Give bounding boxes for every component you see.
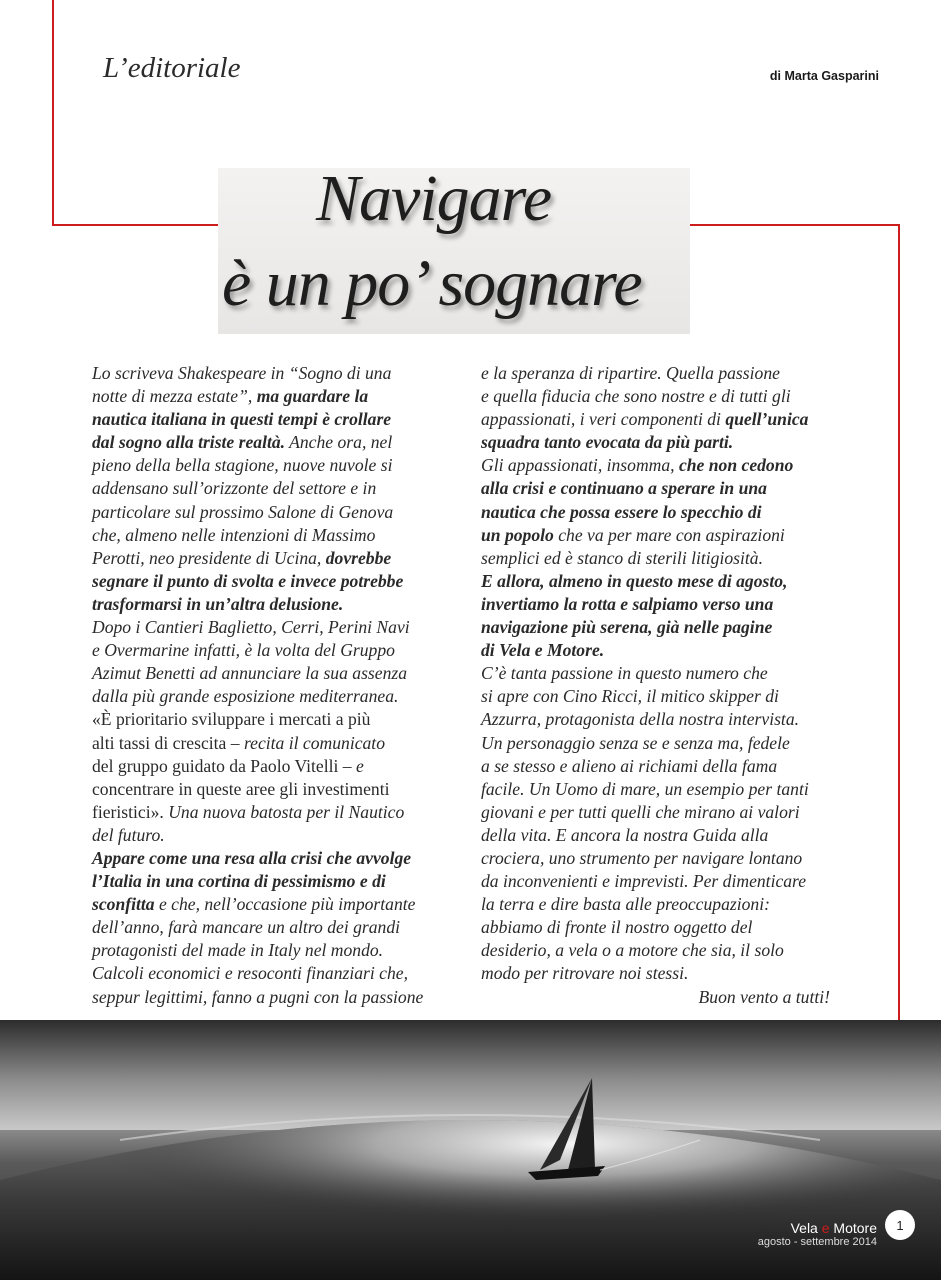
text-line xyxy=(481,732,876,755)
text-run: concentrare in queste aree gli investimenti xyxy=(92,778,390,799)
text-run: che, almeno nelle intenzioni di Massimo xyxy=(92,524,376,545)
text-run: dalla più grande esposizione mediterranea. xyxy=(92,686,399,707)
text-line xyxy=(92,408,472,431)
text-run: appassionati, i veri componenti di xyxy=(481,409,726,430)
text-line xyxy=(481,593,876,616)
author-byline xyxy=(770,69,879,83)
text-line xyxy=(92,616,472,639)
text-run: quell’unica xyxy=(725,409,809,430)
text-line xyxy=(92,962,472,985)
text-run: alti tassi di crescita xyxy=(92,732,227,753)
text-line xyxy=(481,801,876,824)
text-line xyxy=(481,501,876,524)
text-line xyxy=(481,662,876,685)
text-run: Un personaggio senza se e senza ma, fedele xyxy=(481,732,790,753)
text-run: C’è tanta passione in questo numero che xyxy=(481,663,768,684)
page-number: 1 xyxy=(885,1210,915,1240)
text-run: segnare il punto di svolta e invece potrebbe xyxy=(92,570,404,591)
article-column-right xyxy=(481,362,876,1009)
text-run: un popolo xyxy=(481,524,554,545)
text-run: protagonisti del made in Italy nel mondo. xyxy=(92,940,384,961)
text-run: modo per ritrovare noi stessi. xyxy=(481,963,689,984)
text-run: invertiamo la rotta e salpiamo verso una xyxy=(481,593,774,614)
text-line xyxy=(481,916,876,939)
text-line xyxy=(92,639,472,662)
text-run: e che, nell’occasione più importante xyxy=(154,894,416,915)
text-run: nautica che possa essere lo specchio di xyxy=(481,501,762,522)
text-run: e Overmarine infatti, è la volta del Gruppo xyxy=(92,640,395,661)
text-run: E allora, almeno in questo mese di agosto, xyxy=(481,570,788,591)
text-line xyxy=(92,685,472,708)
text-line xyxy=(92,732,472,755)
text-line xyxy=(92,916,472,939)
text-run: seppur legittimi, fanno a pugni con la passione xyxy=(92,986,424,1007)
text-run: notte di mezza estate”, xyxy=(92,386,257,407)
text-run: Appare come una resa alla crisi che avvolge xyxy=(92,847,412,868)
text-run: Anche ora, nel xyxy=(285,432,393,453)
text-line xyxy=(481,939,876,962)
text-line xyxy=(481,362,876,385)
text-run: Lo scriveva Shakespeare in “Sogno di una xyxy=(92,363,392,383)
text-line xyxy=(481,847,876,870)
text-run: alla crisi e continuano a sperare in una xyxy=(481,478,767,499)
text-line xyxy=(92,824,472,847)
magazine-brand xyxy=(758,1220,877,1249)
text-run: dal sogno alla triste realtà. xyxy=(92,432,286,453)
text-line xyxy=(481,824,876,847)
text-line xyxy=(481,639,876,662)
text-line xyxy=(481,778,876,801)
text-run: l’Italia in una cortina di pessimismo e di xyxy=(92,871,386,892)
text-line xyxy=(481,616,876,639)
brand-name xyxy=(758,1220,877,1236)
text-run: «È prioritario sviluppare i mercati a più xyxy=(92,709,371,730)
brand-word-3: Motore xyxy=(829,1220,877,1236)
text-run: Perotti, neo presidente di Ucina, xyxy=(92,547,326,568)
text-line xyxy=(481,570,876,593)
text-run: Azimut Benetti ad annunciare la sua assenza xyxy=(92,663,408,684)
text-run: Dopo i Cantieri Baglietto, Cerri, Perini Navi xyxy=(92,617,410,638)
text-run: Azzurra, protagonista della nostra intervista. xyxy=(481,709,800,730)
text-line xyxy=(92,501,472,524)
text-run: e la speranza di ripartire. Quella passione xyxy=(481,363,780,383)
text-run: la terra e dire basta alle preoccupazioni: xyxy=(481,894,770,915)
text-run: giovani e per tutti quelli che mirano ai valori xyxy=(481,801,800,822)
text-run: dell’anno, farà mancare un altro dei grandi xyxy=(92,917,401,938)
text-line xyxy=(481,708,876,731)
text-run: di Vela e Motore. xyxy=(481,640,605,661)
text-line xyxy=(92,939,472,962)
author-prefix: di Marta xyxy=(769,69,822,83)
red-frame-left-vertical xyxy=(52,0,54,226)
text-run: trasformarsi in un’altra delusione. xyxy=(92,593,344,614)
signoff: Buon vento a tutti! xyxy=(698,986,830,1007)
text-line xyxy=(92,778,472,801)
text-line xyxy=(92,593,472,616)
text-line xyxy=(92,570,472,593)
text-run: pieno della bella stagione, nuove nuvole si xyxy=(92,455,393,476)
text-run: ma guardare la xyxy=(256,386,369,407)
text-line xyxy=(481,755,876,778)
text-run: che va per mare con aspirazioni xyxy=(553,524,785,545)
text-run: – e xyxy=(338,755,364,776)
text-run: addensano sull’orizzonte del settore e in xyxy=(92,478,377,499)
text-line xyxy=(481,408,876,431)
text-line xyxy=(481,524,876,547)
text-line xyxy=(481,385,876,408)
text-line xyxy=(92,662,472,685)
text-line xyxy=(92,385,472,408)
text-line xyxy=(481,685,876,708)
text-line xyxy=(92,454,472,477)
text-run: sconfitta xyxy=(92,894,155,915)
text-run: nautica italiana in questi tempi è crollare xyxy=(92,409,392,430)
text-run: si apre con Cino Ricci, il mitico skipper di xyxy=(481,686,779,707)
text-line xyxy=(92,477,472,500)
text-run: Calcoli economici e resoconti finanziari che, xyxy=(92,963,408,984)
text-line xyxy=(481,477,876,500)
text-line xyxy=(92,801,472,824)
text-line xyxy=(92,986,472,1009)
article-column-left xyxy=(92,362,472,1009)
text-line xyxy=(481,893,876,916)
text-run: desiderio, a vela o a motore che sia, il solo xyxy=(481,940,784,961)
text-run: della vita. E ancora la nostra Guida alla xyxy=(481,824,769,845)
text-line xyxy=(92,431,472,454)
text-line xyxy=(92,708,472,731)
author-name: Gasparini xyxy=(821,69,879,83)
text-run: facile. Un Uomo di mare, un esempio per tanti xyxy=(481,778,809,799)
text-line xyxy=(481,454,876,477)
text-run: abbiamo di fronte il nostro oggetto del xyxy=(481,917,753,938)
text-run: particolare sul prossimo Salone di Genova xyxy=(92,501,394,522)
text-run: dovrebbe xyxy=(325,547,392,568)
text-run: da inconvenienti e imprevisti. Per dimenticare xyxy=(481,871,807,892)
text-line xyxy=(92,362,472,385)
section-label: L’editoriale xyxy=(103,52,241,84)
text-run: crociera, uno strumento per navigare lontano xyxy=(481,847,803,868)
text-line xyxy=(92,893,472,916)
text-line xyxy=(481,547,876,570)
text-line xyxy=(481,870,876,893)
text-run: squadra tanto evocata da più parti. xyxy=(481,432,734,453)
text-line xyxy=(92,870,472,893)
text-run: fieristici». xyxy=(92,801,164,822)
headline-line-1: Navigare xyxy=(316,162,552,235)
text-line xyxy=(481,962,876,985)
text-run: a se stesso e alieno ai richiami della fama xyxy=(481,755,778,776)
brand-word-1: Vela xyxy=(790,1220,822,1236)
text-run: navigazione più serena, già nelle pagine xyxy=(481,617,773,638)
text-run: Gli appassionati, insomma, xyxy=(481,455,679,476)
text-run: del gruppo guidato da Paolo Vitelli xyxy=(92,755,339,776)
text-line xyxy=(92,524,472,547)
text-line xyxy=(92,847,472,870)
text-line xyxy=(481,431,876,454)
text-run: semplici ed è stanco di sterili litigiosità. xyxy=(481,547,763,568)
issue-date: agosto - settembre 2014 xyxy=(757,1236,877,1248)
brand-word-2: e xyxy=(821,1220,830,1236)
text-line xyxy=(92,755,472,778)
text-run: – recita il comunicato xyxy=(226,732,385,753)
headline-line-2: è un po’ sognare xyxy=(222,247,642,320)
text-run: che non cedono xyxy=(678,455,794,476)
text-run: del futuro. xyxy=(92,824,165,845)
text-run: Una nuova batosta per il Nautico xyxy=(163,801,405,822)
text-run: e quella fiducia che sono nostre e di tutti gli xyxy=(481,386,791,407)
text-line xyxy=(92,547,472,570)
